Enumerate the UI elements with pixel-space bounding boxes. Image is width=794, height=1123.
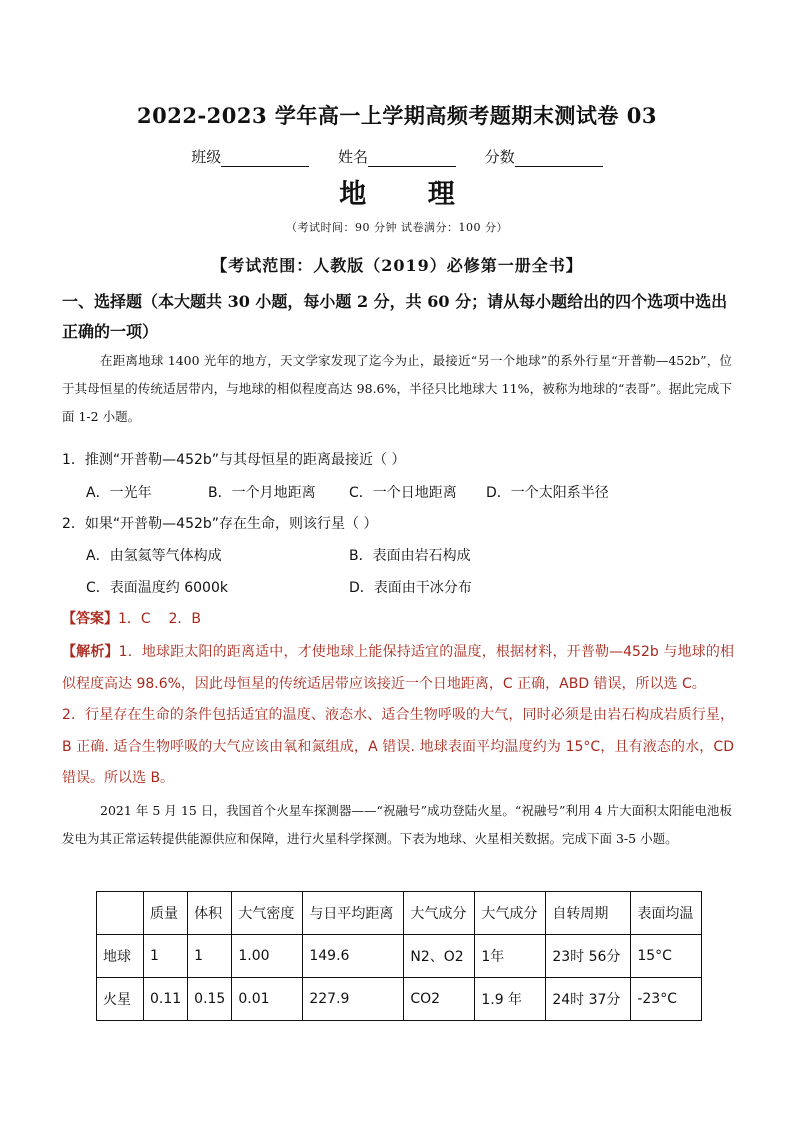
table-cell: 地球 [97, 935, 144, 978]
q2-option-b[interactable]: B．表面由岩石构成 [349, 548, 471, 564]
table-cell: -23°C [631, 978, 702, 1021]
table-cell: 1.9 年 [475, 978, 546, 1021]
table-row [97, 935, 702, 978]
answer-tag: 【答案】 [62, 611, 118, 627]
table-cell: N2、O2 [404, 935, 475, 978]
student-info-fields [0, 146, 794, 167]
table-row [97, 978, 702, 1021]
table-cell: 149.6 [303, 935, 404, 978]
exam-scope: 【考试范围：人教版（2019）必修第一册全书】 [211, 256, 583, 275]
subject-title: 地 理 [339, 179, 481, 210]
q1-option-c[interactable]: C．一个日地距离 [349, 485, 457, 501]
table-header-cell: 大气成分 [475, 892, 546, 935]
table-header-cell: 质量 [144, 892, 188, 935]
exam-info: （考试时间：90 分钟 试卷满分：100 分） [286, 221, 508, 234]
table-header-cell: 大气成分 [404, 892, 475, 935]
table-cell: 0.11 [144, 978, 188, 1021]
passage-2: 2021 年 5 月 15 日，我国首个火星车探测器——“祝融号”成功登陆火星。“祝融号”利用 4 片大面积太阳能电池板发电为其正常运转提供能源供应和保障，进行火星科学探测。下表为地球、火星相关数据。完成下面 3-5 小题。 [62, 803, 732, 846]
table-cell: 24时 37分 [546, 978, 631, 1021]
table-cell: 227.9 [303, 978, 404, 1021]
class-blank[interactable] [221, 152, 309, 167]
table-cell: 0.15 [188, 978, 232, 1021]
q1-option-d[interactable]: D．一个太阳系半径 [486, 485, 609, 501]
analysis-paragraph-1: 【解析】1．地球距太阳的距离适中，才使地球上能保持适宜的温度，根据材料，开普勒—452b 与地球的相似程度高达 98.6%，因此母恒星的传统适居带应该接近一个日地距离，C 正确，ABD 错误，所以选 C。 [62, 644, 734, 692]
analysis-tag: 【解析】 [62, 644, 119, 660]
table-cell: 1年 [475, 935, 546, 978]
table-header-cell: 表面均温 [631, 892, 702, 935]
table-header-cell: 与日平均距离 [303, 892, 404, 935]
section-heading: 一、选择题（本大题共 30 小题，每小题 2 分，共 60 分；请从每小题给出的四个选项中选出正确的一项） [62, 292, 728, 341]
answer-block [62, 608, 201, 628]
table-cell: 1.00 [232, 935, 303, 978]
earth-mars-data-table [96, 891, 702, 1021]
passage-1: 在距离地球 1400 光年的地方，天文学家发现了迄今为止，最接近“另一个地球”的系外行星“开普勒—452b”，位于其母恒星的传统适居带内，与地球的相似程度高达 98.6%，半径只比地球大 11%，被称为地球的“表哥”。据此完成下面 1-2 小题。 [62, 353, 732, 424]
table-cell: 1 [144, 935, 188, 978]
table-cell: 1 [188, 935, 232, 978]
table-header-cell: 体积 [188, 892, 232, 935]
q2-option-a[interactable]: A．由氢氦等气体构成 [86, 548, 222, 564]
name-field[interactable]: 姓名 [338, 146, 456, 167]
q2-option-d[interactable]: D．表面由干冰分布 [349, 580, 472, 596]
q2-option-c[interactable]: C．表面温度约 6000k [86, 580, 228, 596]
analysis-paragraph-2: 2．行星存在生命的条件包括适宜的温度、液态水、适合生物呼吸的大气，同时必须是由岩石构成岩质行星，B 正确. 适合生物呼吸的大气应该由氧和氮组成，A 错误. 地球表面平均温度约为 15°C，且有液态的水，CD 错误。所以选 B。 [62, 707, 734, 786]
score-field[interactable]: 分数 [485, 146, 603, 167]
table-cell: 15°C [631, 935, 702, 978]
analysis-block [62, 637, 734, 795]
table-cell: CO2 [404, 978, 475, 1021]
table-header-cell [97, 892, 144, 935]
q1-option-a[interactable]: A．一光年 [86, 485, 152, 501]
table-cell: 23时 56分 [546, 935, 631, 978]
exam-title: 2022-2023 学年高一上学期高频考题期末测试卷 03 [137, 103, 657, 128]
name-blank[interactable] [368, 152, 456, 167]
class-field[interactable]: 班级 [191, 146, 309, 167]
question-1-stem: 1．推测“开普勒—452b”与其母恒星的距离最接近（ ） [62, 452, 406, 468]
question-2-stem: 2．如果“开普勒—452b”存在生命，则该行星（ ） [62, 516, 378, 532]
score-blank[interactable] [515, 152, 603, 167]
table-header-cell: 自转周期 [546, 892, 631, 935]
table-cell: 火星 [97, 978, 144, 1021]
answer-text: 1．C 2．B [118, 611, 201, 627]
table-header-row [97, 892, 702, 935]
q1-option-b[interactable]: B．一个月地距离 [208, 485, 316, 501]
table-header-cell: 大气密度 [232, 892, 303, 935]
table-cell: 0.01 [232, 978, 303, 1021]
